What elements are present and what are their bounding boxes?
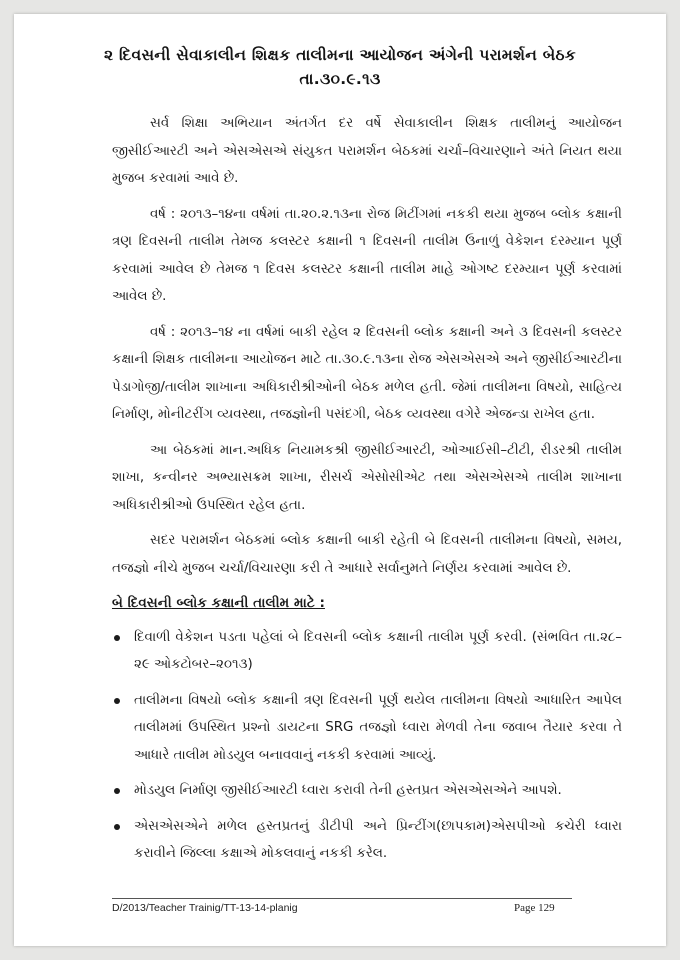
list-item xyxy=(112,687,622,770)
section-heading: બે દિવસની બ્લોક કક્ષાની તાલીમ માટે : xyxy=(112,595,325,611)
paragraph-attendees: આ બેઠકમાં માન.અધિક નિયામકશ્રી જીસીઈઆરટી, ઓઆઈસી–ટીટી, રીડરશ્રી તાલીમ શાખા, કન્વીનર અભ્યાસક્રમ શાખા, રીસર્ચ એસોસીએટ તથા એસએસએ તાલીમ શાખાના અધિકારીશ્રીઓ ઉપસ્થિત રહેલ હતા. xyxy=(112,442,622,513)
document-page xyxy=(14,14,666,946)
document-body xyxy=(112,110,622,876)
meeting-date: તા.૩૦.૯.૧૩ xyxy=(299,70,381,88)
list-item-text: તાલીમના વિષયો બ્લોક કક્ષાની ત્રણ દિવસની પૂર્ણ થયેલ તાલીમના વિષયો આધારિત આપેલ તાલીમમાં ઉપસ્થિત પ્રશ્નો ડાયટના SRG તજજ્ઞો ધ્વારા મેળવી તેના જવાબ તૈયાર કરવા તે આધારે તાલીમ મોડયુલ બનાવવાનું નકકી કરવામાં આવ્યું. xyxy=(134,692,622,763)
decision-list xyxy=(112,624,622,868)
footer-page-number: Page 129 xyxy=(514,902,555,914)
footer-file-path: D/2013/Teacher Trainig/TT-13-14-planig xyxy=(112,902,298,914)
paragraph-meeting-details: વર્ષ : ૨૦૧૩–૧૪ ના વર્ષમાં બાકી રહેલ ૨ દિવસની બ્લોક કક્ષાની અને ૩ દિવસની કલસ્ટર કક્ષાની શિક્ષક તાલીમના આયોજન માટે તા.૩૦.૯.૧૩ના રોજ એસએસએ અને જીસીઈઆરટીના પેડાગોજી/તાલીમ શાખાના અધિકારીશ્રીઓની બેઠક મળેલ હતી. જેમાં તાલીમના વિષયો, સાહિત્ય નિર્માણ, મોનીટરીંગ વ્યવસ્થા, તજજ્ઞોની પસંદગી, બેઠક વ્યવસ્થા વગેરે એજન્ડા રાખેલ હતા. xyxy=(112,324,622,422)
bullet-icon xyxy=(114,698,120,704)
bullet-icon xyxy=(114,635,120,641)
footer-divider xyxy=(112,898,572,899)
paragraph-intro: સર્વ શિક્ષા અભિયાન અંતર્ગત દર વર્ષે સેવાકાલીન શિક્ષક તાલીમનું આયોજન જીસીઈઆરટી અને એસએસએ સંયુકત પરામર્શન બેઠકમાં ચર્ચા–વિચારણાને અંતે નિયત થયા મુજબ કરવામાં આવે છે. xyxy=(112,116,622,186)
list-item xyxy=(112,624,622,679)
list-item-text: દિવાળી વેકેશન પડતા પહેલાં બે દિવસની બ્લોક કક્ષાની તાલીમ પૂર્ણ કરવી. (સંભવિત તા.૨૮–૨૯ ઓકટોબર–૨૦૧૩) xyxy=(134,629,622,672)
page-title: ૨ દિવસની સેવાકાલીન શિક્ષક તાલીમના આયોજન અંગેની પરામર્શન બેઠક xyxy=(103,46,577,64)
list-item-text: એસએસએને મળેલ હસ્તપ્રતનું ડીટીપી અને પ્રિન્ટીંગ(છાપકામ)એસપીઓ કચેરી ધ્વારા કરાવીને જિલ્લા કક્ષાએ મોકલવાનું નકકી કરેલ. xyxy=(134,818,622,861)
list-item xyxy=(112,813,622,868)
paragraph-year-summary: વર્ષ : ૨૦૧૩–૧૪ના વર્ષમાં તા.૨૦.૨.૧૩ના રોજ મિટીંગમાં નકકી થયા મુજબ બ્લોક કક્ષાની ત્રણ દિવસની તાલીમ તેમજ કલસ્ટર કક્ષાની ૧ દિવસની તાલીમ ઉનાળું વેકેશન દરમ્યાન પૂર્ણ કરવામાં આવેલ છે તેમજ ૧ દિવસ કલસ્ટર કક્ષાની તાલીમ માહે ઓગષ્ટ દરમ્યાન પૂર્ણ કરવામાં આવેલ છે. xyxy=(112,206,622,304)
bullet-icon xyxy=(114,788,120,794)
list-item xyxy=(112,777,622,805)
paragraph-decision: સદર પરામર્શન બેઠકમાં બ્લોક કક્ષાની બાકી રહેતી બે દિવસની તાલીમના વિષયો, સમય, તજજ્ઞો નીચે મુજબ ચર્ચા/વિચારણા કરી તે આધારે સર્વાનુમતે નિર્ણય કરવામાં આવેલ છે. xyxy=(112,533,622,576)
list-item-text: મોડયુલ નિર્માણ જીસીઈઆરટી ધ્વારા કરાવી તેની હસ્તપ્રત એસએસએને આપશે. xyxy=(134,783,562,798)
bullet-icon xyxy=(114,824,120,830)
